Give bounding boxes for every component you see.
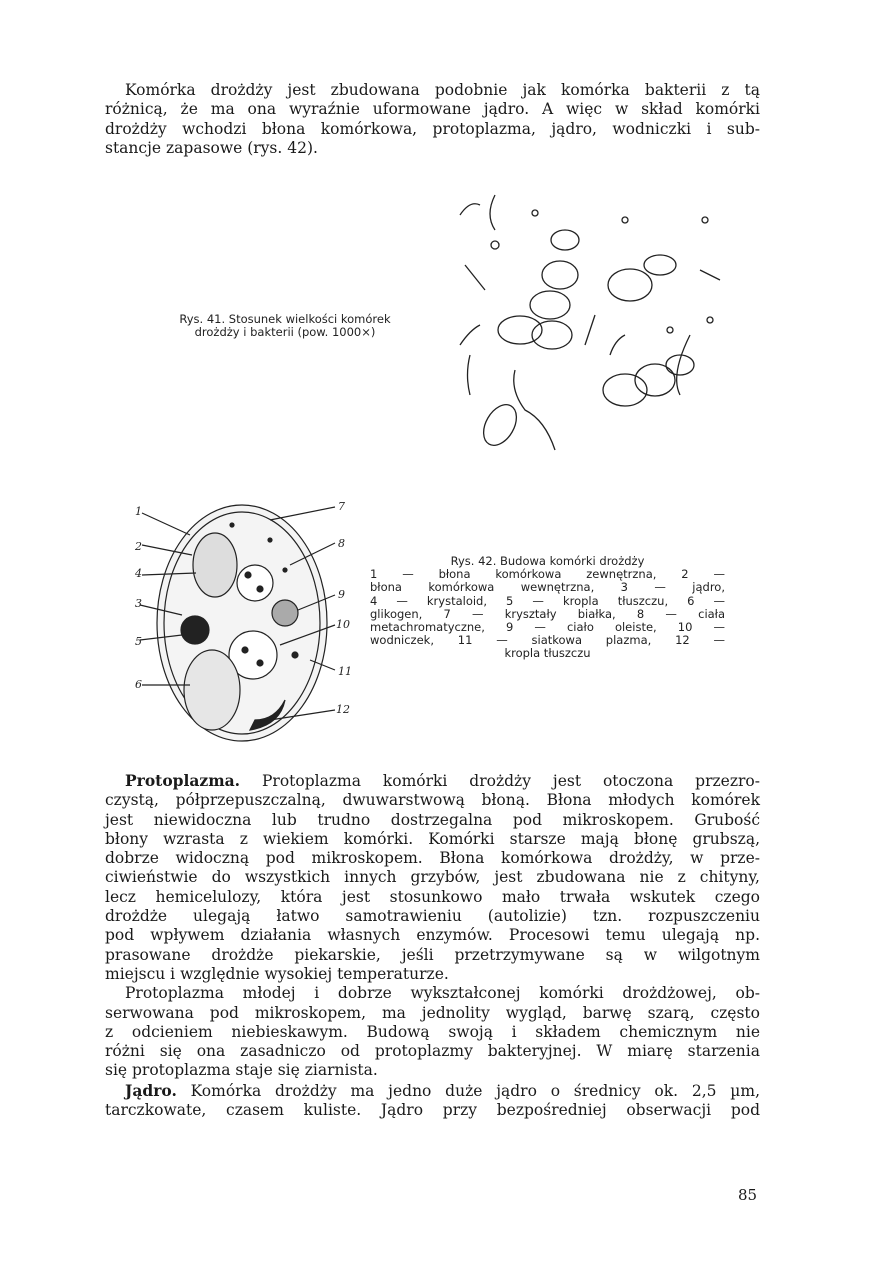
text-line: błony wzrasta z wiekiem komórki. Komórki starsze mają błonę grubszą,: [105, 829, 760, 848]
text-line: różni się ona zasadniczo od protoplazmy bakteryjnej. W miarę starzenia: [105, 1042, 760, 1061]
label-3: 3: [135, 597, 142, 610]
text-line: Komórka drożdży jest zbudowana podobnie jak komórka bakterii z tą: [125, 81, 760, 99]
text-line: czystą, półprzepuszczalną, dwuwarstwową błoną. Błona młodych komórek: [105, 791, 760, 810]
caption-line: kropla tłuszczu: [504, 646, 591, 661]
text-span: Komórka drożdży ma jedno duże jądro o średnicy ok. 2,5 µm,: [190, 1081, 760, 1100]
figure-41-yeast-bacteria-drawing: [440, 185, 730, 475]
caption-line: drożdży i bakterii (pow. 1000×): [194, 325, 376, 340]
text-line: jest niewidoczna lub trudno dostrzegalna pod mikroskopem. Grubość: [105, 810, 760, 829]
label-4: 4: [135, 567, 142, 580]
label-12: 12: [336, 703, 350, 716]
caption-line: błona komórkowa wewnętrzna, 3 — jądro,: [370, 580, 725, 595]
caption-line: metachromatyczne, 9 — ciało oleiste, 10 —: [370, 620, 725, 635]
text-line: tarczkowate, czasem kuliste. Jądro przy bezpośredniej obserwacji pod: [105, 1101, 760, 1120]
text-line: z odcieniem niebieskawym. Budową swoją i składem chemicznym nie: [105, 1022, 760, 1041]
caption-line: wodniczek, 11 — siatkowa plazma, 12 —: [370, 633, 725, 648]
text-span: Protoplazma komórki drożdży jest otoczona przezro-: [262, 772, 760, 790]
text-line: lecz hemicelulozy, która jest stosunkowo mało trwała wskutek czego: [105, 887, 760, 906]
label-8: 8: [338, 537, 345, 550]
figure-42-yeast-cell-diagram: [120, 495, 360, 755]
caption-line: glikogen, 7 — kryształy białka, 8 — ciała: [370, 606, 725, 621]
section-heading: Protoplazma.: [125, 771, 241, 790]
section-heading: Jądro.: [125, 1080, 177, 1100]
text-line: miejscu i względnie wysokiej temperaturze.: [105, 964, 449, 983]
protoplazma-paragraph: [105, 771, 760, 1120]
text-line: dobrze widoczną pod mikroskopem. Błona komórkowa drożdży, w prze-: [105, 849, 760, 868]
text-line: pod wpływem działania własnych enzymów. Procesowi temu ulegają np.: [105, 926, 760, 945]
label-7: 7: [338, 500, 345, 513]
caption-line: Rys. 41. Stosunek wielkości komórek: [179, 312, 391, 326]
text-line: ciwieństwie do wszystkich innych grzybów, jest zbudowana nie z chityny,: [105, 868, 760, 887]
text-line: [105, 771, 760, 791]
text-line: drożdże ulegają łatwo samotrawieniu (autolizie) tzn. rozpuszczeniu: [105, 907, 760, 926]
text-line: różnicą, że ma ona wyraźnie uformowane jądro. A więc w skład komórki: [105, 100, 760, 119]
label-2: 2: [135, 540, 142, 553]
text-line: Protoplazma młodej i dobrze wykształconej komórki drożdżowej, ob-: [125, 984, 760, 1003]
text-line: [105, 1081, 760, 1101]
text-line: serwowana pod mikroskopem, ma jednolity wygląd, barwę szarą, często: [105, 1003, 760, 1022]
figure-42-caption: [370, 555, 725, 661]
label-9: 9: [338, 588, 345, 601]
text-line: prasowane drożdże piekarskie, jeśli przetrzymywane są w wilgotnym: [105, 945, 760, 964]
label-11: 11: [338, 665, 352, 678]
page-number: 85: [738, 1186, 758, 1204]
intro-paragraph: [105, 81, 760, 158]
text-line: drożdży wchodzi błona komórkowa, protoplazma, jądro, wodniczki i sub-: [105, 119, 760, 138]
label-10: 10: [336, 618, 350, 631]
caption-line: 1 — błona komórkowa zewnętrzna, 2 —: [370, 567, 725, 582]
label-1: 1: [135, 505, 142, 518]
caption-line: 4 — krystaloid, 5 — kropla tłuszczu, 6 —: [370, 593, 725, 608]
caption-title: Rys. 42. Budowa komórki drożdży: [450, 554, 645, 568]
text-line: stancje zapasowe (rys. 42).: [105, 138, 318, 157]
label-6: 6: [135, 678, 142, 691]
text-line: się protoplazma staje się ziarnista.: [105, 1061, 378, 1080]
label-5: 5: [135, 635, 142, 648]
figure-41-caption: [140, 313, 430, 339]
